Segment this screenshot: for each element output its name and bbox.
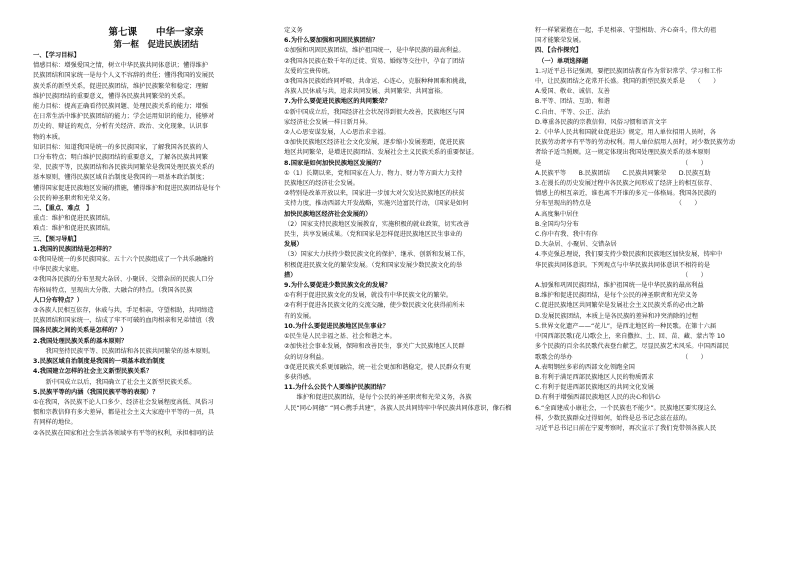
text-line: 有同样的地位。	[33, 419, 77, 427]
text-line: 家经济社会发展一样日新月异。	[284, 118, 372, 126]
lesson-title: 第七课 中华一家亲	[108, 27, 204, 38]
text-line: 3.在漫长的历史发展过程中各民族之间形成了经济上的相互依存、	[535, 180, 716, 188]
text-line: （一）单项选择题	[535, 57, 589, 65]
text-line: 9.为什么要促进少数民族文化的发展？	[284, 282, 391, 290]
text-line: 中华民族大家庭。	[33, 266, 83, 274]
text-line: 中国西部民歌(花儿)歌会上，来自撒拉、土、回、苗、藏、蒙古等 10	[535, 333, 725, 341]
text-line: 懂得国家促进民族地区发展的措施，懂得维护和促进民族团结是每个	[33, 184, 221, 192]
text-line: 样，少数民族群众过得如何，始终是总书记念兹在兹的。	[535, 414, 692, 422]
text-line: 情感目标：增强爱国之情，树立中华民族共同体意识；懂得维护	[33, 62, 208, 70]
text-line: ③加快民族地区经济社会文化发展，逐步缩小发展差距，促进民族	[284, 139, 465, 147]
text-line: D.尊重各民族的宗教信仰、风俗习惯和语言文字	[535, 118, 667, 126]
text-line: ①在我国，各民族不论人口多少、经济社会发展程度高低、风俗习	[33, 398, 214, 406]
text-line: 4.我国建立怎样的社会主义新型民族关系？	[33, 368, 153, 376]
text-line: D.大杂居、小聚居、交错杂居	[535, 241, 617, 249]
column-middle	[284, 26, 530, 414]
text-line: 2.《中华人民共和国就业促进法》规定，用人单位招用人员时，各	[535, 129, 716, 137]
column-right	[535, 26, 774, 434]
text-line: 多个民族的百余名民歌代表登台献艺，尽显民族艺术风采。中国西部民	[535, 343, 729, 351]
text-line: 新中国成立以后，我国确立了社会主义新型民族关系。	[33, 378, 196, 386]
text-line: 定义务	[284, 27, 303, 34]
text-line: 人口分布特点？）	[33, 296, 83, 304]
text-line: 知识目标：知道我国是统一的多民族国家，了解我国各民族的人	[33, 143, 208, 151]
text-line: B.维护和促进民族团结，是每个公民的神圣职责和光荣义务	[535, 292, 698, 300]
text-line: ①新中国成立后，我国经济社会状况得到很大改善，民族地区与国	[284, 108, 465, 116]
text-line: 6.为什么要加强和巩固民族团结？	[284, 37, 379, 45]
text-line: 在日常生活中维护民族团结的能力；学会运用知识的能力，能够对	[33, 113, 215, 121]
text-line: 发展）	[284, 241, 303, 249]
text-line: ②各民族在国家和社会生活各领域享有平等的权利，承担相同的法	[33, 429, 214, 437]
text-line: A.加强和巩固民族团结，维护祖国统一是中华民族的最高利益	[535, 282, 704, 290]
text-line: A.表明钢丝多彩的西部文化领跑全国	[535, 363, 635, 371]
text-line: 华民族共同体意识。下列观点与中华民族共同体意识不相符的是	[535, 261, 710, 269]
text-line: C.有利于促进西部民族地区的共同文化发展	[535, 384, 654, 392]
text-line: 6.“全面建成小康社会，一个民族也不能少”。民族地区要实现这么	[535, 404, 717, 412]
text-line: 物的本质。	[33, 133, 65, 141]
text-line: 民族劳动者享有平等的劳动权利。用人单位招用人员时，对少数民族劳动	[535, 139, 735, 147]
text-line: ③我国各民族始终同呼吸、共命运、心连心，克服种种困难和挑战，	[284, 78, 471, 86]
text-line: 民族团结和国家统一，结成了牢不可破的血肉相亲和兄弟情谊（我	[33, 317, 215, 325]
text-line: 积极促进民族文化的繁荣发展。（党和国家发展少数民族文化的举	[284, 261, 463, 269]
text-line: 国才能繁荣发展。	[535, 37, 585, 45]
text-line: 民族团结和国家统一是每个人义不容辞的责任；懂得我国的发展民	[33, 72, 215, 80]
text-line: 11.为什么公民个人要维护民族团结？	[284, 384, 389, 392]
text-line: 众的切身利益。	[284, 353, 328, 361]
text-line: ①有利于促进民族文化的发展，就没有中华民族文化的繁荣。	[284, 292, 453, 300]
text-line: D.有利于增强西部民族地区人民的决心和信心	[535, 394, 661, 402]
text-line: ②加快社会事业发展，保障和改善民生，事关广大民族地区人民群	[284, 343, 465, 351]
text-line: ②我国各民族的分布呈现大杂居、小聚居、交错杂居的民族人口分	[33, 276, 214, 284]
text-line: 民族地区的经济社会发展。	[284, 180, 359, 188]
text-line: 惯和宗教信仰有多大差异，都是社会主义大家庭中平等的一员，具	[33, 409, 215, 417]
text-line: 者给予适当照顾。这一规定体现出我国处理民族关系的基本原则	[535, 149, 710, 157]
text-line: ③各族人民相互依存，休戚与共，手足相亲，守望相助，共同缔造	[33, 307, 214, 315]
text-line: 是 （ ）	[535, 159, 707, 167]
text-line: 有的发展。	[284, 312, 316, 320]
text-line: 友爱的宝贵传统。	[284, 67, 334, 75]
text-line: 口分布特点；明白维护民族团结的重要意义，了解各民族共同繁	[33, 154, 208, 162]
text-line: 3.民族区域自治制度是我国的一项基本政治制度	[33, 358, 165, 366]
text-line: B.有利于满足西部民族地区人民的物质需求	[535, 373, 654, 381]
text-line: （ ）	[535, 271, 707, 279]
text-line: 10.为什么要促进民族地区民生事业？	[284, 322, 389, 330]
middle-column-text	[284, 26, 530, 414]
text-line: 地区共同繁荣，是增进民族团结、发展社会主义民族关系的重要保证。	[284, 149, 478, 157]
text-line: （3）国家大力扶持少数民族文化的保护、继承、创新和发展工作，	[284, 251, 470, 259]
text-line: （2）国家支持民族地区发展教育，实施积极的就业政策，切实改善	[284, 220, 470, 228]
text-line: A.民族平等 B.民族团结 C.民族共同繁荣 D.民族互助	[535, 169, 711, 177]
text-line: 维护和促进民族团结，是每个公民的神圣职责和光荣义务，各族	[284, 394, 472, 402]
text-line: 公民的神圣职责和光荣义务。	[33, 194, 115, 202]
text-line: ①（1）长期以来，党和国家在人力、物力、财力等方面大力支持	[284, 169, 463, 177]
text-line: ②特别是改革开放以来，国家进一步加大对欠发达民族地区的扶贫	[284, 190, 465, 198]
text-line: 三、【预习导航】	[33, 235, 80, 243]
text-line: C.自由、平等、公正、法治	[535, 108, 611, 116]
text-line: 各族人民休戚与共，追求共同发展、共同繁荣、共同富裕。	[284, 88, 447, 96]
text-line: 二、【重点、难点 】	[33, 205, 93, 213]
text-line: D.发展民族团结，本质上是各民族的差异和冲突消除的过程	[535, 312, 699, 320]
text-line: 7.为什么要促进民族地区的共同繁荣？	[284, 98, 391, 106]
text-line: 重点：维护和促进民族团结。	[33, 215, 115, 223]
column-left	[33, 26, 279, 439]
text-line: 人民“同心同德” “同心携手共建”，各族人民共同铸牢中华民族共同体意识，像石榴	[284, 404, 512, 412]
text-line: 支持力度，推动西部大开发战略，实施兴边富民行动，（国家是如何	[284, 200, 469, 208]
text-line: 加快民族地区经济社会发展的）	[284, 210, 372, 218]
text-line: 荣、民族平等，民族团结和各民族共同繁荣是我国处理民族关系的	[33, 164, 215, 172]
text-line: 5.民族平等的内涵（我国民族平等的表现）？	[33, 388, 159, 396]
text-line: 4.李克强总理说，我们要支持少数民族和民族地区加快发展，铸牢中	[535, 251, 723, 259]
text-line: 8.国家是如何加快民族地区发展的？	[284, 159, 385, 167]
text-line: ①民生是人民幸福之基、社会和谐之本。	[284, 333, 396, 341]
text-line: ②有利于促进各民族文化的交流交融，使少数民族文化获得前所未	[284, 302, 465, 310]
text-line: C.你中有我、我中有你	[535, 231, 598, 239]
right-column-text	[535, 26, 774, 434]
text-line: 维护民族团结的重要意义，懂得各民族共同繁荣的关系。	[33, 92, 190, 100]
text-line: 族关系的新型关系，促进民族团结，维护民族繁荣和稳定；理解	[33, 82, 208, 90]
text-line: 国各民族之间的关系是怎样的？）	[33, 327, 127, 335]
text-line: 多获得感。	[284, 373, 316, 381]
text-line: 情感上的相互亲近，谁也离不开谁的多元一体格局。我国各民族的	[535, 190, 717, 198]
text-line: 2.我国处理民族关系的基本原则？	[33, 337, 128, 345]
text-line: 习近平总书记日前在宁夏考察时，再次宣示了我们党带领各族人民	[535, 424, 717, 432]
text-line: B.平等、团结、互助、和谐	[535, 98, 611, 106]
text-line: C.促进民族地区共同繁荣是发展社会主义民族关系的必由之路	[535, 302, 704, 310]
text-line: 我国坚持民族平等、民族团结和各民族共同繁荣的基本原则。	[33, 347, 215, 355]
text-line: A.爱国、敬业、诚信、友善	[535, 88, 610, 96]
text-line: ①加强和巩固民族团结，维护祖国统一，是中华民族的最高利益。	[284, 47, 465, 55]
left-column-text	[33, 51, 279, 439]
text-line: 历史的、辩证的观点，分析有关经济、政治、文化现象，认识事	[33, 123, 208, 131]
text-line: ③促进民族关系更加融洽，统一社会更加和谐稳定，使人民群众有更	[284, 363, 471, 371]
text-line: 能力目标：提高正确看待民族问题、处理民族关系的能力；增强	[33, 103, 208, 111]
text-line: A.高度集中居住	[535, 210, 579, 218]
section-subtitle: 第一框 促进民族团结	[113, 40, 199, 50]
text-line: 5.世界文化遗产——“花儿”，是西北地区的一种民歌。在第十六届	[535, 322, 717, 330]
text-line: 四、【合作探究】	[535, 47, 582, 55]
text-line: 布格局特点，呈现出大分散、大融合的特点。（我国各民族	[33, 286, 193, 294]
text-line: 措）	[284, 271, 297, 279]
text-line: 分布呈现出的特点是 （ ）	[535, 200, 701, 208]
text-line: 一、【学习目标】	[33, 52, 80, 59]
text-line: 1.习近平总书记强调，要把民族团结教育作为常识常学、学习和工作	[535, 67, 723, 75]
text-line: ①我国是统一的多民族国家。五十六个民族组成了一个共乐融融的	[33, 256, 214, 264]
text-line: 基本原则，懂得民族区域自治制度是我国的一项基本政治制度；	[33, 174, 208, 182]
text-line: ②我国各民族在数千年的迁徙、贸易、婚嫁等交往中，孕育了团结	[284, 57, 465, 65]
text-line: 1.我国的民族团结是怎样的？	[33, 245, 115, 253]
text-line: ②人心思安谋发展，人心思治求幸福。	[284, 129, 390, 137]
text-line: 民生，共享发展成果。（党和国家是怎样促进民族地区民生事业的	[284, 231, 463, 239]
text-line: 籽一样紧紧抱在一起，手足相亲、守望相助、齐心奋斗，伟大的祖	[535, 27, 717, 34]
text-line: 歌歌会的举办 （ ）	[535, 353, 707, 361]
text-line: B.全国均匀分布	[535, 220, 579, 228]
text-line: 中，让民族团结之花常开长盛。我国的新型民族关系是 （ ）	[535, 78, 720, 86]
text-line: 难点：维护和促进民族团结。	[33, 225, 115, 233]
